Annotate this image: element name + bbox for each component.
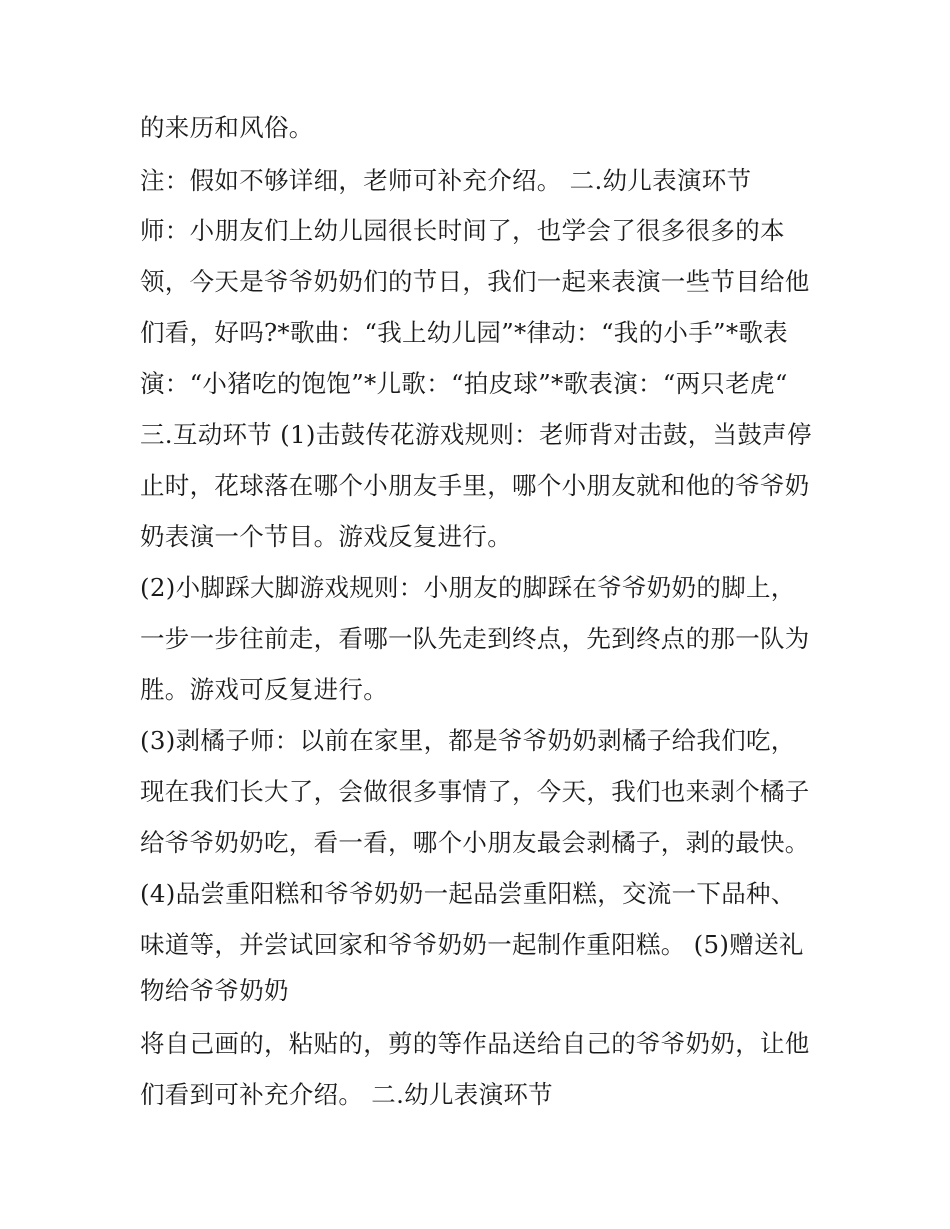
text-line: (2)小脚踩大脚游戏规则：小朋友的脚踩在爷爷奶奶的脚上， (140, 573, 796, 602)
text-line: 奶表演一个节目。游戏反复进行。 (140, 522, 512, 551)
text-line: 的来历和风俗。 (140, 113, 314, 142)
text-line: 领，今天是爷爷奶奶们的节日，我们一起来表演一些节目给他 (140, 267, 810, 296)
text-line: 们看到可补充介绍。 二.幼儿表演环节 (140, 1080, 553, 1109)
text-line: 物给爷爷奶奶 (140, 976, 289, 1005)
text-line: 们看，好吗?*歌曲：“我上幼儿园”*律动：“我的小手”*歌表 (140, 318, 788, 347)
text-line: 注：假如不够详细，老师可补充介绍。 二.幼儿表演环节 (140, 166, 752, 195)
text-line: 将自己画的，粘贴的，剪的等作品送给自己的爷爷奶奶，让他 (140, 1029, 810, 1058)
text-line: 止时，花球落在哪个小朋友手里，哪个小朋友就和他的爷爷奶 (140, 471, 810, 500)
text-line: (3)剥橘子师：以前在家里，都是爷爷奶奶剥橘子给我们吃， (140, 726, 796, 755)
text-line: (4)品尝重阳糕和爷爷奶奶一起品尝重阳糕，交流一下品种、 (140, 879, 796, 908)
text-line: 胜。游戏可反复进行。 (140, 675, 388, 704)
text-line: 味道等，并尝试回家和爷爷奶奶一起制作重阳糕。 (5)赠送礼 (140, 930, 804, 959)
text-line: 演：“小猪吃的饱饱”*儿歌：“拍皮球”*歌表演：“两只老虎“ (140, 369, 788, 398)
text-line: 现在我们长大了，会做很多事情了，今天，我们也来剥个橘子 (140, 777, 810, 806)
text-line: 给爷爷奶奶吃，看一看，哪个小朋友最会剥橘子，剥的最快。 (140, 828, 810, 857)
text-line: 一步一步往前走，看哪一队先走到终点，先到终点的那一队为 (140, 624, 810, 653)
text-line: 师：小朋友们上幼儿园很长时间了，也学会了很多很多的本 (140, 216, 785, 245)
text-line: 三.互动环节 (1)击鼓传花游戏规则：老师背对击鼓，当鼓声停 (140, 420, 812, 449)
